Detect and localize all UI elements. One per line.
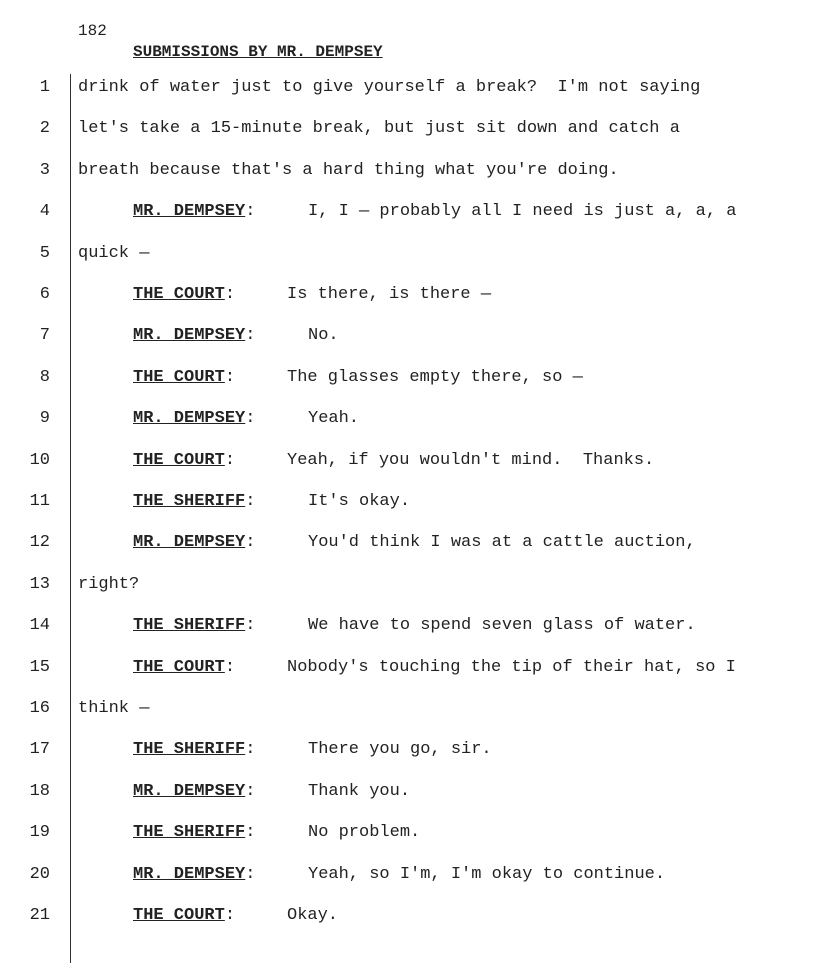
speaker-colon: :	[224, 367, 236, 387]
line-number: 6	[39, 285, 50, 304]
line-number: 11	[29, 492, 50, 511]
speech-text: You'd think I was at a cattle auction,	[308, 533, 696, 553]
line-number: 1	[39, 78, 50, 97]
transcript-line	[0, 324, 818, 348]
speaker-line	[133, 904, 339, 928]
transcript-line	[0, 407, 818, 431]
line-number: 8	[39, 367, 50, 387]
line-number: 10	[29, 450, 50, 470]
speech-text: breath because that's a hard thing what you're doing.	[78, 160, 619, 180]
line-number: 5	[39, 243, 50, 263]
line-number: 21	[29, 906, 50, 925]
speaker-line	[133, 738, 492, 762]
speaker-colon: :	[224, 906, 236, 925]
transcript-line	[0, 449, 818, 473]
line-number: 2	[39, 119, 50, 139]
line-number: 15	[29, 657, 50, 677]
line-number: 16	[29, 699, 50, 718]
transcript-line	[0, 242, 818, 266]
speaker-line	[133, 531, 696, 555]
line-number: 7	[39, 326, 50, 346]
line-number: 3	[39, 160, 50, 180]
speaker-line	[133, 821, 421, 845]
line-number: 19	[29, 823, 50, 843]
speech-text: There you go, sir.	[308, 740, 492, 760]
speaker-name: THE COURT	[133, 450, 225, 470]
continuation-line	[78, 697, 149, 721]
speaker-line	[133, 283, 492, 307]
speech-text: No problem.	[308, 823, 421, 843]
continuation-line	[78, 573, 139, 597]
speech-text: right?	[78, 574, 140, 594]
speech-text: let's take a 15-minute break, but just sit down and catch a	[78, 119, 680, 139]
speaker-name: THE SHERIFF	[133, 616, 246, 636]
speaker-colon: :	[224, 450, 236, 470]
transcript-line	[0, 159, 818, 183]
speaker-line	[133, 200, 737, 224]
speech-text: Yeah, if you wouldn't mind. Thanks.	[287, 450, 655, 470]
speaker-colon: :	[245, 616, 256, 636]
speech-text: Is there, is there —	[287, 285, 492, 304]
continuation-line	[78, 159, 619, 183]
speaker-name: THE COURT	[133, 367, 225, 387]
page-number: 182	[78, 22, 107, 40]
transcript-line	[0, 117, 818, 141]
speaker-colon: :	[224, 657, 236, 677]
transcript-line	[0, 283, 818, 307]
speaker-colon: :	[245, 781, 256, 801]
line-number: 20	[29, 864, 50, 884]
speech-text: think —	[78, 699, 150, 718]
speaker-colon: :	[245, 492, 256, 511]
speaker-line	[133, 614, 696, 638]
speaker-name: THE COURT	[133, 285, 225, 304]
speaker-colon: :	[224, 285, 236, 304]
transcript-line	[0, 904, 818, 928]
speech-text: quick —	[78, 243, 150, 263]
speech-text: The glasses empty there, so —	[287, 367, 583, 387]
speech-text: Yeah.	[308, 409, 360, 429]
speaker-name: THE COURT	[133, 657, 225, 677]
speaker-name: MR. DEMPSEY	[133, 864, 246, 884]
speaker-line	[133, 366, 583, 390]
speaker-line	[133, 449, 655, 473]
speaker-name: MR. DEMPSEY	[133, 326, 246, 346]
line-number: 4	[39, 202, 50, 222]
speaker-line	[133, 324, 339, 348]
transcript-line	[0, 821, 818, 845]
transcript-line	[0, 614, 818, 638]
transcript-line	[0, 490, 818, 514]
transcript-line	[0, 697, 818, 721]
transcript-line	[0, 656, 818, 680]
speaker-name: THE COURT	[133, 906, 225, 925]
transcript-line	[0, 863, 818, 887]
speech-text: We have to spend seven glass of water.	[308, 616, 696, 636]
speaker-name: THE SHERIFF	[133, 740, 246, 760]
continuation-line	[78, 76, 700, 100]
speaker-colon: :	[245, 533, 256, 553]
transcript-line	[0, 573, 818, 597]
transcript-line	[0, 738, 818, 762]
speaker-colon: :	[245, 326, 256, 346]
speaker-line	[133, 780, 411, 804]
speaker-line	[133, 490, 411, 514]
line-number: 17	[29, 740, 50, 760]
speech-text: Nobody's touching the tip of their hat, so I	[287, 657, 736, 677]
transcript-line	[0, 780, 818, 804]
speech-text: It's okay.	[308, 492, 411, 511]
speaker-name: THE SHERIFF	[133, 492, 246, 511]
speaker-line	[133, 863, 666, 887]
speaker-colon: :	[245, 740, 256, 760]
line-number: 13	[29, 574, 50, 594]
speaker-name: MR. DEMPSEY	[133, 781, 246, 801]
speech-text: I, I — probably all I need is just a, a, a	[308, 202, 737, 222]
continuation-line	[78, 242, 149, 266]
speaker-colon: :	[245, 202, 256, 222]
line-number: 12	[29, 533, 50, 553]
line-number: 14	[29, 616, 50, 636]
speech-text: Thank you.	[308, 781, 411, 801]
speech-text: drink of water just to give yourself a break? I'm not saying	[78, 78, 701, 97]
line-number: 9	[39, 409, 50, 429]
transcript-line	[0, 531, 818, 555]
speech-text: Okay.	[287, 906, 339, 925]
transcript-line	[0, 76, 818, 100]
speaker-colon: :	[245, 823, 256, 843]
speaker-name: MR. DEMPSEY	[133, 409, 246, 429]
speaker-colon: :	[245, 864, 256, 884]
line-number: 18	[29, 781, 50, 801]
page-header: SUBMISSIONS BY MR. DEMPSEY	[133, 43, 383, 61]
speech-text: No.	[308, 326, 339, 346]
speech-text: Yeah, so I'm, I'm okay to continue.	[308, 864, 666, 884]
speaker-name: THE SHERIFF	[133, 823, 246, 843]
speaker-name: MR. DEMPSEY	[133, 202, 246, 222]
transcript-line	[0, 366, 818, 390]
speaker-colon: :	[245, 409, 256, 429]
continuation-line	[78, 117, 680, 141]
speaker-name: MR. DEMPSEY	[133, 533, 246, 553]
speaker-line	[133, 656, 736, 680]
speaker-line	[133, 407, 360, 431]
transcript-line	[0, 200, 818, 224]
